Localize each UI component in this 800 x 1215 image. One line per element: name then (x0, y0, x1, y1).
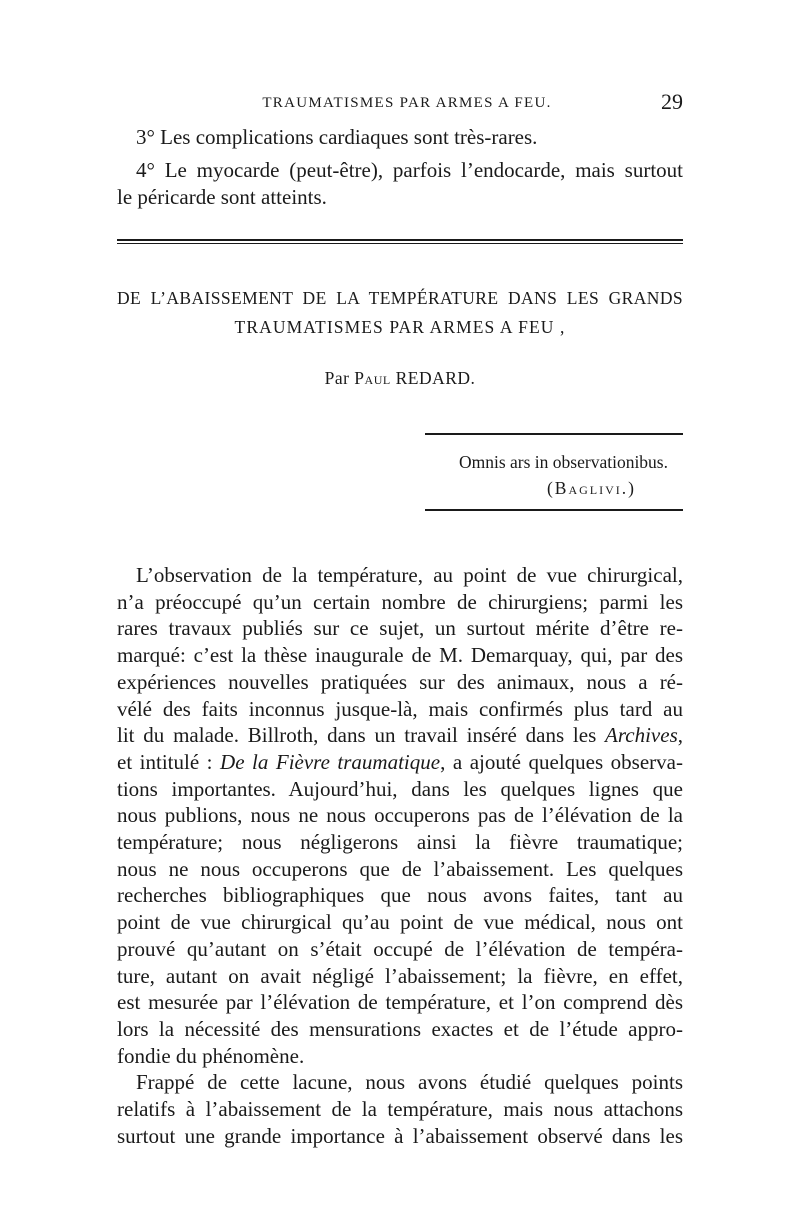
text-line: fondie du phénomène. (117, 1043, 305, 1068)
text-line: lors la nécessité des mensurations exactes et de l’étude appro- (117, 1016, 683, 1041)
byline (117, 367, 683, 389)
text-line: nous ne nous occuperons que de l’abaissement. Les quelques (117, 856, 683, 881)
text-segment: , (677, 723, 683, 748)
text-line (117, 749, 683, 776)
author-last-name: REDARD. (395, 368, 476, 388)
body-paragraph (117, 1069, 683, 1149)
epigraph-quote: Omnis ars in observationibus. (458, 452, 668, 472)
text-line: vélé des faits inconnus jusque-là, mais confirmés plus tard au (117, 696, 683, 721)
body-paragraph (117, 562, 683, 1069)
text-line: ture, autant on avait négligé l’abaissement; la fièvre, en effet, (117, 963, 683, 988)
author-first-name: Paul (354, 368, 391, 388)
text-line: expériences nouvelles pratiquées sur des animaux, nous a ré- (117, 669, 683, 694)
text-line: relatifs à l’abaissement de la température, mais nous attachons (117, 1097, 683, 1122)
running-title: TRAUMATISMES PAR ARMES A FEU. (262, 95, 552, 111)
text-line: recherches bibliographiques que nous avons faites, tant au (117, 883, 683, 908)
text-line: nous publions, nous ne nous occuperons pas de l’élévation de la (117, 803, 683, 828)
article-title (117, 287, 683, 338)
text-line: point de vue chirurgical qu’au point de vue médical, nous ont (117, 910, 683, 935)
text-line (117, 722, 683, 749)
text-line: température; nous négligerons ainsi la fièvre traumatique; (117, 830, 683, 855)
text-line: 4° Le myocarde (peut-être), parfois l’endocarde, mais surtout (136, 157, 683, 182)
article-title-line: DE L’ABAISSEMENT DE LA TEMPÉRATURE DANS LES GRANDS (117, 288, 683, 308)
byline-prefix: Par (324, 368, 350, 388)
text-segment: , a ajouté quelques observa- (440, 749, 683, 774)
epigraph-rule-top (425, 433, 683, 435)
italic-journal-title: Archives (605, 723, 678, 748)
preceding-text (117, 124, 683, 212)
text-line: n’a préoccupé qu’un certain nombre de chirurgiens; parmi les (117, 589, 683, 614)
text-line: tions importantes. Aujourd’hui, dans les quelques lignes que (117, 776, 683, 801)
text-line: prouvé qu’autant on s’était occupé de l’élévation de tempéra- (117, 936, 683, 961)
text-line: rares travaux publiés sur ce sujet, un surtout mérite d’être re- (117, 616, 683, 641)
epigraph-attribution: (Baglivi.) (546, 478, 636, 498)
text-line: marqué: c’est la thèse inaugurale de M. Demarquay, qui, par des (117, 643, 683, 668)
text-line: surtout une grande importance à l’abaissement observé dans les (117, 1123, 683, 1148)
page-number: 29 (661, 89, 683, 114)
italic-work-title: De la Fièvre traumatique (220, 749, 441, 774)
text-line: 3° Les complications cardiaques sont très-rares. (136, 125, 538, 149)
epigraph-rule-bottom (425, 509, 683, 511)
text-segment: lit du malade. Billroth, dans un travail inséré dans les (117, 723, 606, 748)
section-divider (117, 239, 683, 244)
text-line: L’observation de la température, au point de vue chirurgical, (136, 563, 683, 587)
text-line: Frappé de cette lacune, nous avons étudié quelques points (136, 1070, 683, 1095)
article-body (117, 562, 683, 1149)
text-line: le péricarde sont atteints. (117, 185, 327, 209)
text-line: est mesurée par l’élévation de température, et l’on comprend dès (117, 990, 683, 1015)
text-segment: et intitulé : (117, 749, 221, 774)
article-title-line: TRAUMATISMES PAR ARMES A FEU , (234, 317, 566, 337)
